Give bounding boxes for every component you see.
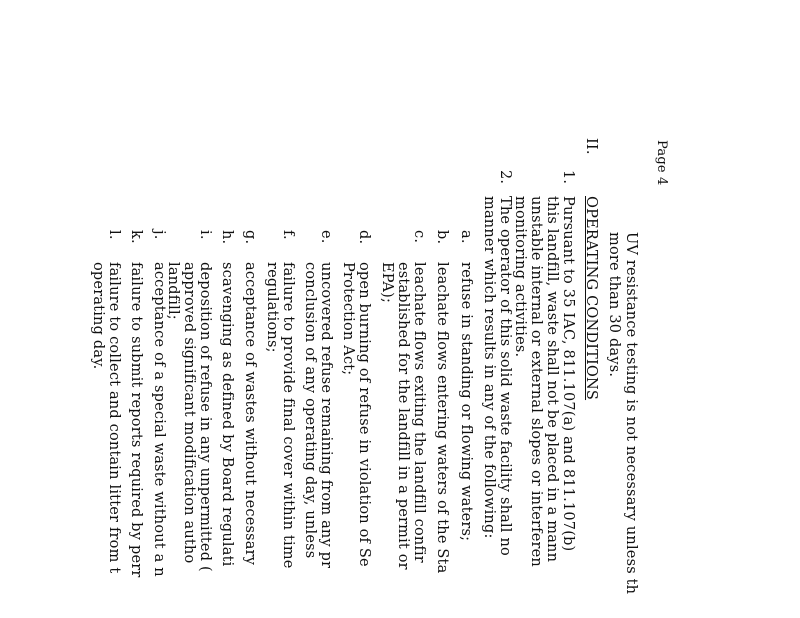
subitem-i-line-3: landfill;: [165, 262, 181, 320]
subitem-h-letter: h.: [219, 230, 235, 245]
continuation-line-2: more than 30 days.: [606, 232, 622, 378]
subitem-i-line-1: deposition of refuse in any unpermitted (: [197, 262, 213, 572]
subitem-a-line-1: refuse in standing or flowing waters;: [458, 262, 474, 542]
subitem-c-line-3: EPA);: [379, 262, 395, 304]
subitem-e-line-2: conclusion of any operating day, unless: [302, 262, 318, 559]
section-title: OPERATING CONDITIONS: [583, 196, 599, 401]
subitem-g-letter: g.: [242, 230, 258, 245]
subitem-l-letter: l.: [106, 230, 122, 240]
item-2-line-1: The operator of this solid waste facility shall no: [497, 196, 513, 556]
subitem-a-letter: a.: [458, 230, 474, 244]
subitem-k-letter: k.: [128, 230, 144, 244]
continuation-line-1: UV resistance testing is not necessary unless th: [623, 232, 639, 595]
item-1-number: 1.: [560, 170, 576, 185]
item-1-line-1: Pursuant to 35 IAC, 811.107(a) and 811.107(b): [560, 196, 576, 552]
subitem-k-line-1: failure to submit reports required by perr: [128, 262, 144, 578]
section-number: II.: [583, 138, 599, 155]
subitem-f-line-1: failure to provide final cover within time: [280, 262, 296, 569]
subitem-l-line-2: operating day.: [90, 262, 106, 370]
subitem-i-letter: i.: [197, 230, 213, 240]
subitem-g-line-1: acceptance of wastes without necessary: [242, 262, 258, 566]
page-label: Page 4: [654, 140, 669, 186]
item-1-line-3: unstable internal or external slopes or interferen: [528, 196, 544, 567]
subitem-b-letter: b.: [434, 230, 450, 245]
subitem-c-letter: c.: [411, 230, 427, 244]
subitem-d-letter: d.: [356, 230, 372, 245]
item-1-line-2: this landfill, waste shall not be placed in a mann: [544, 196, 560, 563]
subitem-f-line-2: regulations;: [264, 262, 280, 353]
subitem-c-line-1: leachate flows exiting the landfill confir: [411, 262, 427, 563]
subitem-e-line-1: uncovered refuse remaining from any pr: [318, 262, 334, 569]
subitem-l-line-1: failure to collect and contain litter from t: [106, 262, 122, 574]
subitem-f-letter: f.: [280, 230, 296, 240]
subitem-h-line-1: scavenging as defined by Board regulati: [219, 262, 235, 567]
subitem-b-line-1: leachate flows entering waters of the Sta: [434, 262, 450, 574]
item-2-number: 2.: [497, 170, 513, 185]
subitem-d-line-1: open burning of refuse in violation of Se: [356, 262, 372, 567]
item-2-line-2: manner which results in any of the following:: [481, 196, 497, 539]
subitem-j-line-1: acceptance of a special waste without a n: [151, 262, 167, 577]
item-1-line-4: monitoring activities.: [512, 196, 528, 358]
subitem-c-line-2: established for the landfill in a permit or: [395, 262, 411, 570]
subitem-j-letter: j.: [151, 230, 167, 240]
subitem-i-line-2: approved significant modification autho: [181, 262, 197, 564]
subitem-d-line-2: Protection Act;: [340, 262, 356, 376]
subitem-e-letter: e.: [318, 230, 334, 244]
